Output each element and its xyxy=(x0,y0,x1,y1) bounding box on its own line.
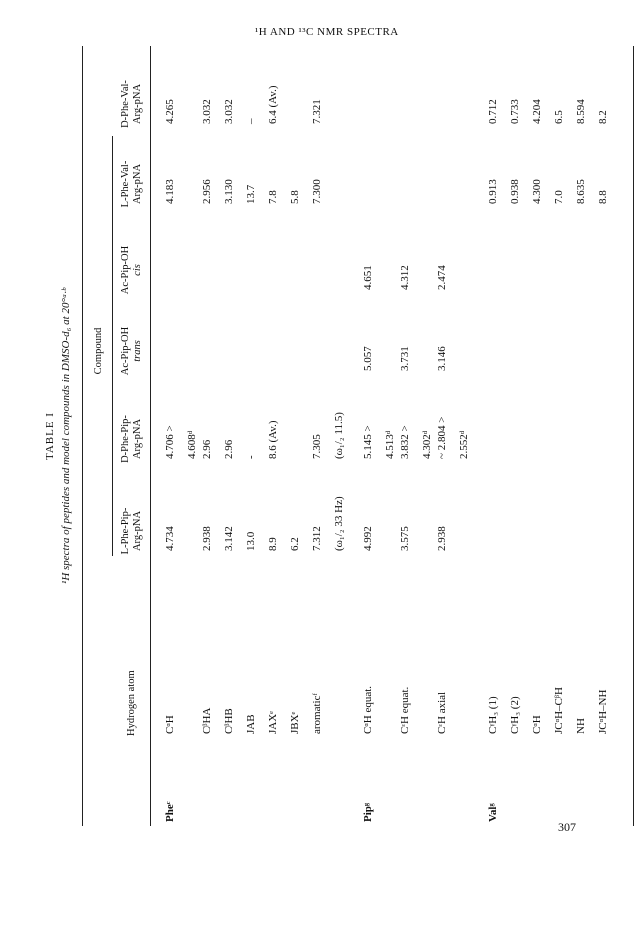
row-atom-label: CᵋH equat. xyxy=(399,686,411,734)
column-header-line2: trans xyxy=(132,340,143,362)
table-cell: 2.938 xyxy=(201,526,213,551)
table-cell: 5.057 xyxy=(362,346,374,371)
row-atom-label: CᵝHA xyxy=(201,707,213,734)
table-cell: (ω₁/₂ 33 Hz) xyxy=(333,496,345,551)
row-atom-label: CᵋH axial xyxy=(436,691,448,734)
table-cell: 8.6 (Av.) xyxy=(267,420,279,459)
table-cell: 7.305 xyxy=(311,434,323,459)
table-cell: 3.575 xyxy=(399,526,411,551)
table-cell: 7.312 xyxy=(311,526,323,551)
spanner-label: Compound xyxy=(93,327,104,375)
row-atom-label: CᵞH₃ (2) xyxy=(509,696,521,734)
group-label: Pheᶜ xyxy=(164,801,176,822)
bottom-rule xyxy=(633,46,634,826)
column-header-line2: Arg-pNA xyxy=(132,418,143,460)
table-cell: 4.300 xyxy=(531,179,543,204)
table-cell: 3.142 xyxy=(223,526,235,551)
row-atom-label: aromaticᶠ xyxy=(311,693,323,734)
table-cell: 2.956 xyxy=(201,179,213,204)
running-head: ¹H AND ¹³C NMR SPECTRA xyxy=(255,26,399,38)
table-cell: 4.992 xyxy=(362,526,374,551)
table-cell: 5.145 > xyxy=(362,425,374,459)
top-rule xyxy=(82,46,83,826)
table-cell: 13.0 xyxy=(245,531,257,551)
hydrogen-atom-header: Hydrogen atom xyxy=(126,670,137,736)
column-header-line1: D-Phe-Val- xyxy=(120,80,131,128)
page-number: 307 xyxy=(558,820,576,834)
row-atom-label: CᵅH xyxy=(531,715,543,734)
table-cell: 3.032 xyxy=(223,99,235,124)
table-cell: – xyxy=(245,118,257,124)
table-cell: 8.2 xyxy=(597,110,609,124)
table-cell: 7.300 xyxy=(311,179,323,204)
table-cell: 4.265 xyxy=(164,99,176,124)
row-atom-label: CᵅH xyxy=(164,715,176,734)
header-rule xyxy=(150,46,151,826)
table-cell: 8.594 xyxy=(575,99,587,124)
row-atom-label: JAB xyxy=(245,714,257,734)
column-header-line1: D-Phe-Pip- xyxy=(120,415,131,463)
table-cell: 5.8 xyxy=(289,190,301,204)
table-cell: 4.204 xyxy=(531,99,543,124)
row-atom-label: NH xyxy=(575,718,587,734)
table-cell: 3.146 xyxy=(436,346,448,371)
table-cell: 3.832 > xyxy=(399,425,411,459)
table-cell: 6.5 xyxy=(553,110,565,124)
table-cell: 4.706 > xyxy=(164,425,176,459)
column-header-line2: Arg-pNA xyxy=(132,163,143,205)
table-cell: 6.4 (Av.) xyxy=(267,85,279,124)
column-header-line2: Arg-pNA xyxy=(132,510,143,552)
rotated-table xyxy=(44,46,609,826)
table-cell: 4.312 xyxy=(399,265,411,290)
table-cell: 7.321 xyxy=(311,99,323,124)
table-cell: 0.712 xyxy=(487,99,499,124)
table-cell: 7.0 xyxy=(553,190,565,204)
spanner-rule xyxy=(112,136,113,556)
table-cell: 2.552ᵈ xyxy=(458,430,470,459)
table-cell: 2.938 xyxy=(436,526,448,551)
column-header-line1: Ac-Pip-OH xyxy=(120,326,131,376)
table-cell: 2.96 xyxy=(201,439,213,459)
column-header-line2: Arg-pNA xyxy=(132,83,143,125)
table-cell: 7.8 xyxy=(267,190,279,204)
row-atom-label: JCᵅH–CᵝH xyxy=(553,687,565,734)
group-label: Valᵍ xyxy=(487,803,499,822)
table-cell: 0.733 xyxy=(509,99,521,124)
table-cell: - xyxy=(245,455,257,459)
table-cell: ~ 2.804 > xyxy=(436,416,448,459)
table-cell: 4.183 xyxy=(164,179,176,204)
table-cell: (ω₁/₂ 11.5) xyxy=(333,412,345,459)
table-cell: 8.8 xyxy=(597,190,609,204)
row-atom-label: JBXᵉ xyxy=(289,711,301,734)
table-cell: 3.032 xyxy=(201,99,213,124)
table-cell: 8.9 xyxy=(267,537,279,551)
table-cell: 4.513ᵈ xyxy=(384,430,396,459)
table-cell: 6.2 xyxy=(289,537,301,551)
column-header-line2: cis xyxy=(132,264,143,276)
table-cell: 2.96 xyxy=(223,439,235,459)
table-cell: 2.474 xyxy=(436,265,448,290)
row-atom-label: CᵅH equat. xyxy=(362,685,374,734)
table-cell: 8.635 xyxy=(575,179,587,204)
column-header-line1: L-Phe-Val- xyxy=(120,160,131,208)
row-atom-label: JCᵅH–NH xyxy=(597,689,609,734)
column-header-line1: L-Phe-Pip- xyxy=(120,507,131,555)
row-atom-label: CᵞH₃ (1) xyxy=(487,696,499,734)
table-cell: 4.302ᵈ xyxy=(421,430,433,459)
table-cell: 4.734 xyxy=(164,526,176,551)
table-cell: 0.938 xyxy=(509,179,521,204)
row-atom-label: CᵝHB xyxy=(223,708,235,734)
table-label: TABLE I xyxy=(44,412,56,460)
table-caption: ¹H spectra of peptides and model compounds in DMSO-d₆ at 20°ᵃ·ᵇ xyxy=(60,288,72,584)
column-header-line1: Ac-Pip-OH xyxy=(120,245,131,295)
table-cell: 3.731 xyxy=(399,346,411,371)
table-cell: 4.608ᵈ xyxy=(186,430,198,459)
table-cell: 3.130 xyxy=(223,179,235,204)
table-cell: 0.913 xyxy=(487,179,499,204)
row-atom-label: JAXᵉ xyxy=(267,711,279,734)
group-label: Pipᵍ xyxy=(362,802,374,822)
table-cell: 13.7 xyxy=(245,184,257,204)
table-cell: 4.651 xyxy=(362,265,374,290)
